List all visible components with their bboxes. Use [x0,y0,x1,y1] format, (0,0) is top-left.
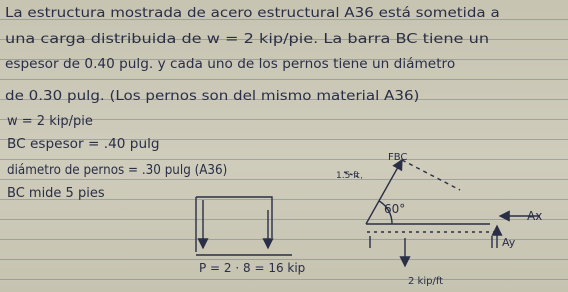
problem-line-3: espesor de 0.40 pulg. y cada uno de los pernos tiene un diámetro [5,57,456,72]
distributed-load-outline [196,197,272,252]
ay-label: Ay [502,236,516,249]
given-load: w = 2 kip/pie [7,114,93,129]
angle-label: 60° [384,202,406,216]
problem-line-2: una carga distribuida de w = 2 kip/pie. La barra BC tiene un [5,32,490,47]
resultant-label: P = 2 · 8 = 16 kip [199,261,306,275]
bc-extension-dashed [402,160,460,190]
problem-line-1: La estructura mostrada de acero estructural A36 está sometida a [5,6,500,21]
given-bolt-diameter: diámetro de pernos = .30 pulg (A36) [7,163,228,178]
given-length: BC mide 5 pies [7,186,105,201]
distributed-load-label: 2 kip/ft [408,276,444,287]
fbc-label: FBC [388,152,408,163]
ax-label: Ax [527,209,543,223]
side-note-label: 1.5 ft [336,171,360,181]
given-thickness: BC espesor = .40 pulg [7,137,160,152]
problem-line-4: de 0.30 pulg. (Los pernos son del mismo material A36) [5,89,420,104]
